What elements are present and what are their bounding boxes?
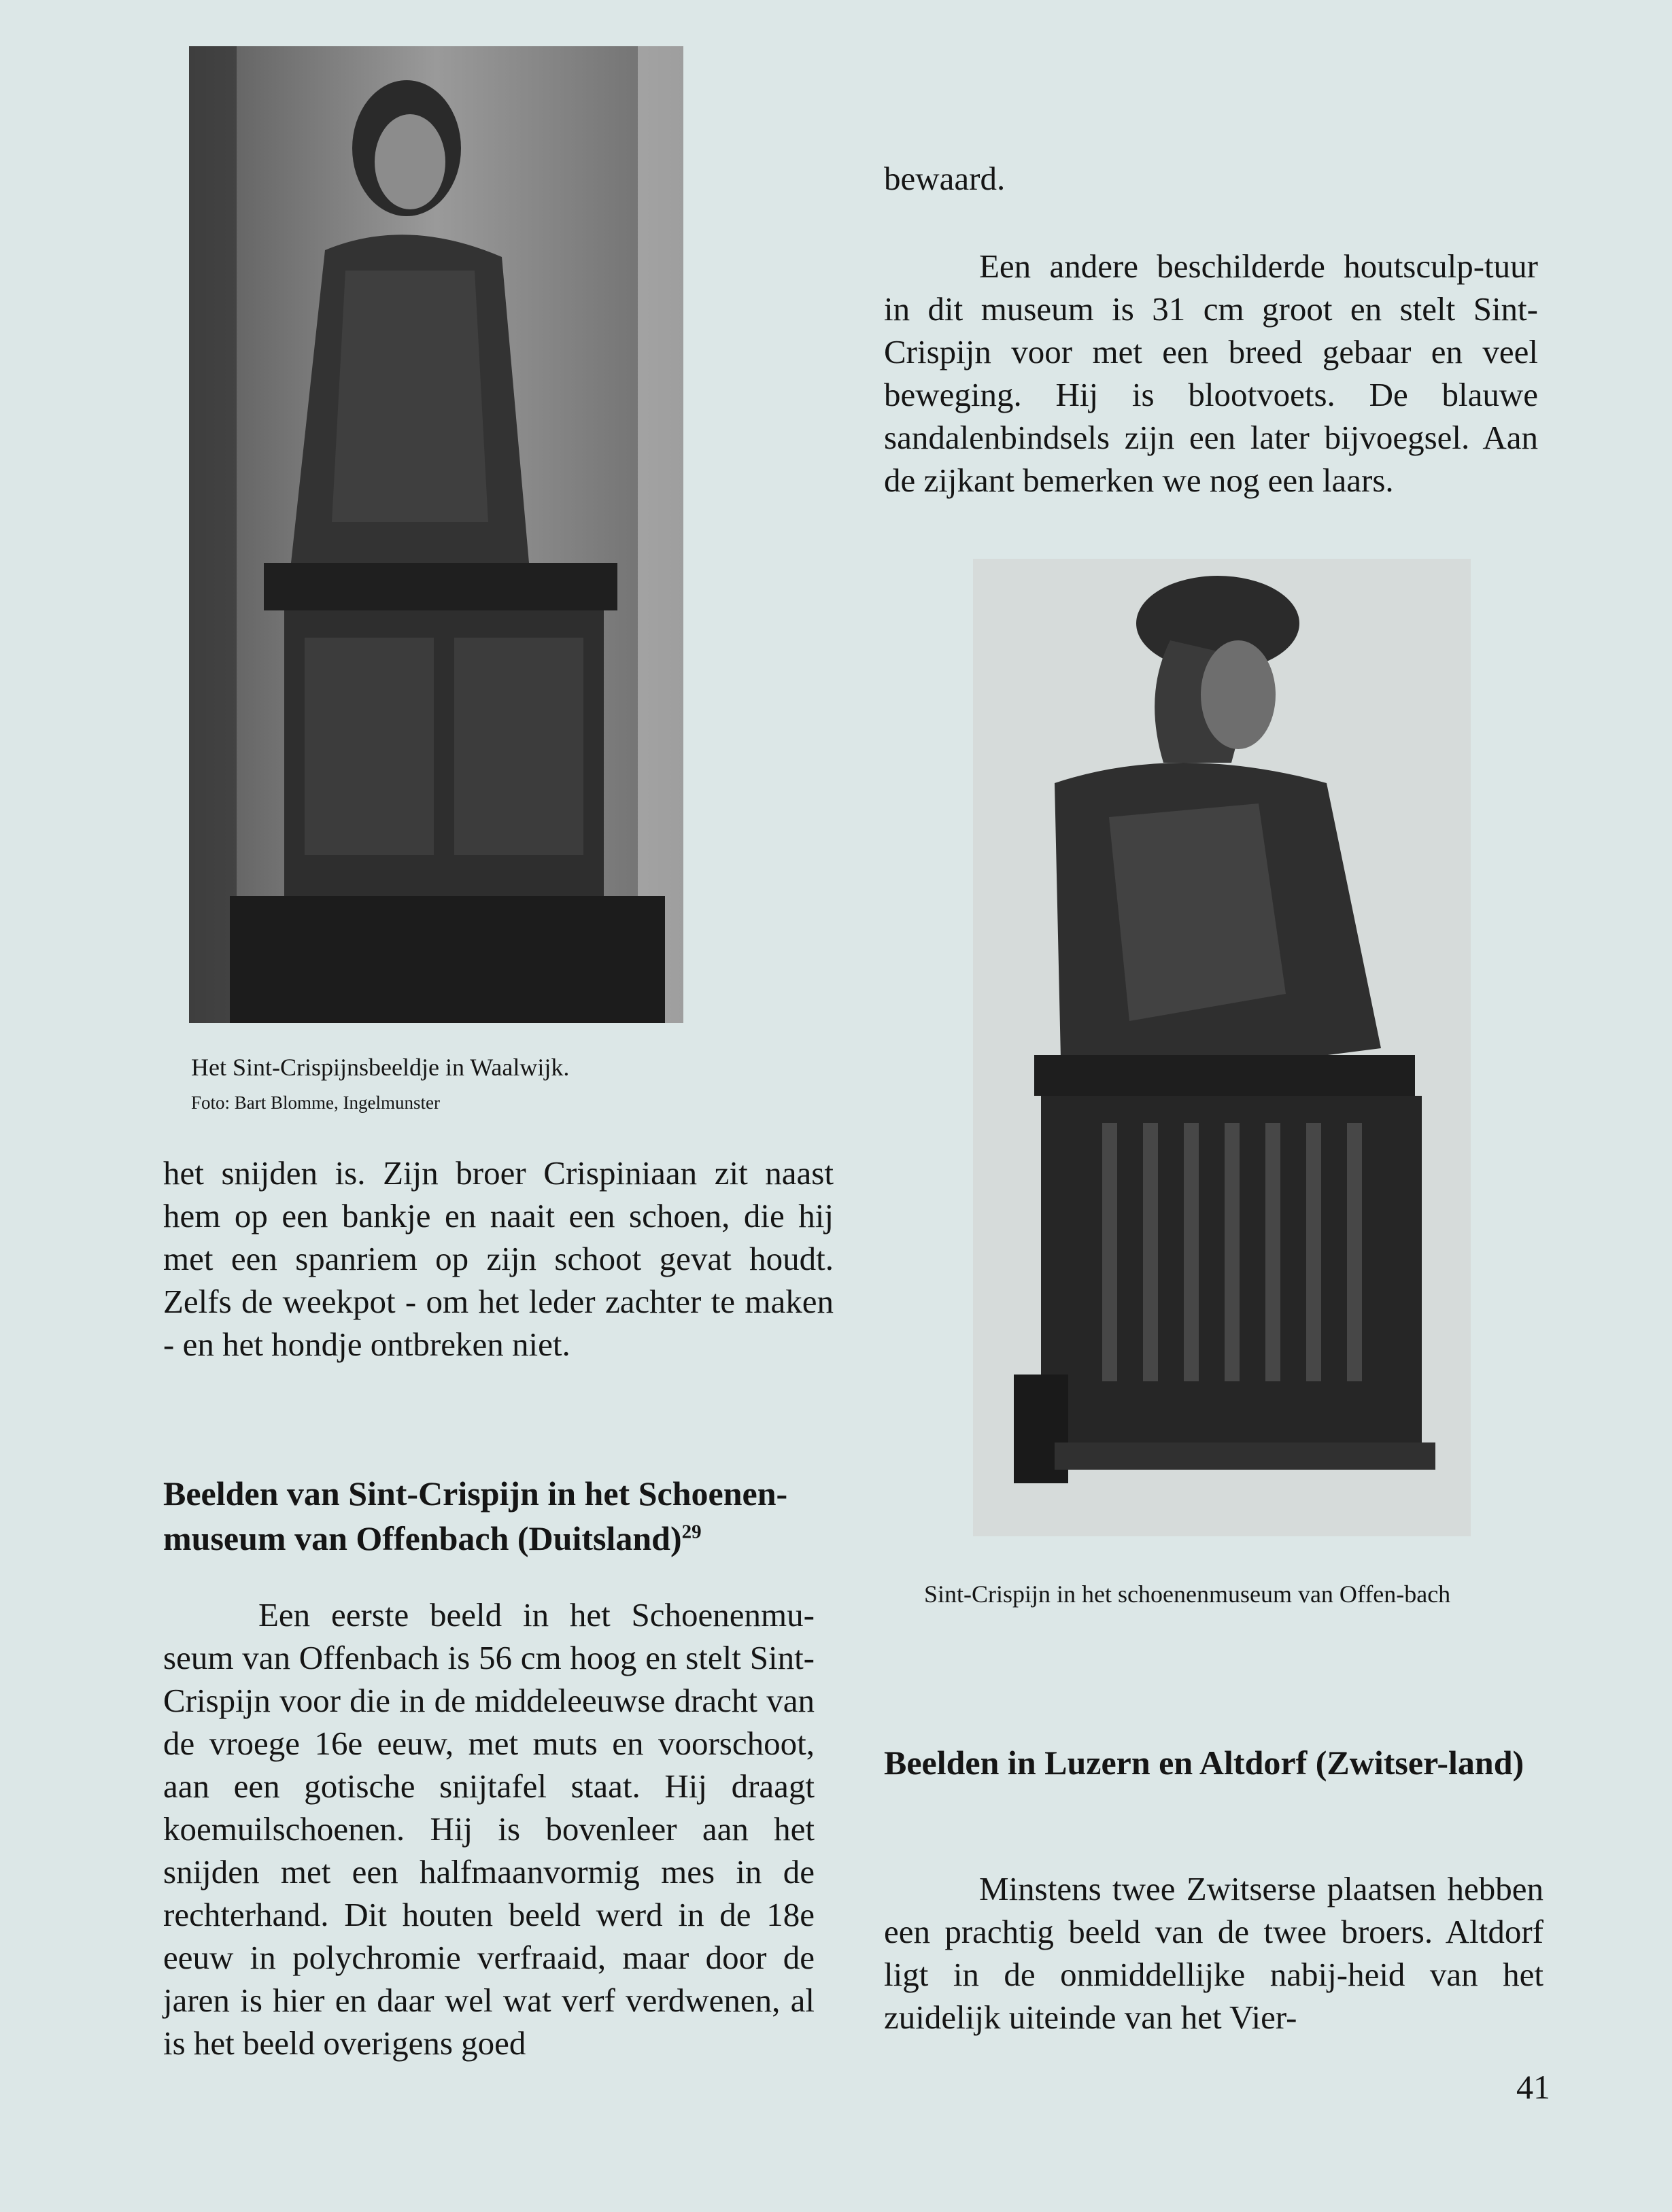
right-paragraph-3: Minstens twee Zwitserse plaatsen hebben een prachtig beeld van de twee broers. Altdorf ligt in de onmiddellijke nabij-heid van het zuidelijk uiteinde van het Vier- <box>884 1870 1543 2036</box>
right-paragraph-1: bewaard. <box>884 160 1006 197</box>
heading-offenbach <box>163 1471 843 1561</box>
heading-luzern-altdorf: Beelden in Luzern en Altdorf (Zwitser-land) <box>884 1744 1524 1782</box>
footnote-marker: 29 <box>681 1521 702 1543</box>
waalwijk-photo-credit: Foto: Bart Blomme, Ingelmunster <box>191 1092 440 1113</box>
waalwijk-statuette-photo <box>189 46 683 1023</box>
waalwijk-photo-caption: Het Sint-Crispijnsbeeldje in Waalwijk. <box>191 1054 570 1081</box>
left-paragraph-2: Een eerste beeld in het Schoenenmu-seum van Offenbach is 56 cm hoog en stelt Sint-Crispijn voor die in de middeleeuwse dracht van de vroege 16e eeuw, met muts en voorschoot, aan een gotische snijtafel staat. Hij draagt koemuilschoenen. Hij is bovenleer aan het snijden met een halfmaanvormig mes in de rechterhand. Dit houten beeld werd in de 18e eeuw in polychromie verfraaid, maar door de jaren is hier en daar wel wat verf verdwenen, al is het beeld overigens goed <box>163 1596 815 2062</box>
offenbach-photo-caption: Sint-Crispijn in het schoenenmuseum van Offen-bach <box>924 1580 1451 1608</box>
heading-offenbach-text: Beelden van Sint-Crispijn in het Schoenen-museum van Offenbach (Duitsland) <box>163 1474 788 1557</box>
offenbach-statue-photo <box>973 559 1471 1536</box>
left-paragraph-1: het snijden is. Zijn broer Crispiniaan zit naast hem op een bankje en naait een schoen, die hij met een spanriem op zijn schoot gevat houdt. Zelfs de weekpot - om het leder zachter te maken - en het hondje ontbreken niet. <box>163 1154 834 1363</box>
page-number: 41 <box>1516 2068 1550 2106</box>
right-paragraph-2: Een andere beschilderde houtsculp-tuur in dit museum is 31 cm groot en stelt Sint-Crispijn voor met een breed gebaar en veel beweging. Hij is blootvoets. De blauwe sandalenbindsels zijn een later bijvoegsel. Aan de zijkant bemerken we nog een laars. <box>884 247 1538 499</box>
